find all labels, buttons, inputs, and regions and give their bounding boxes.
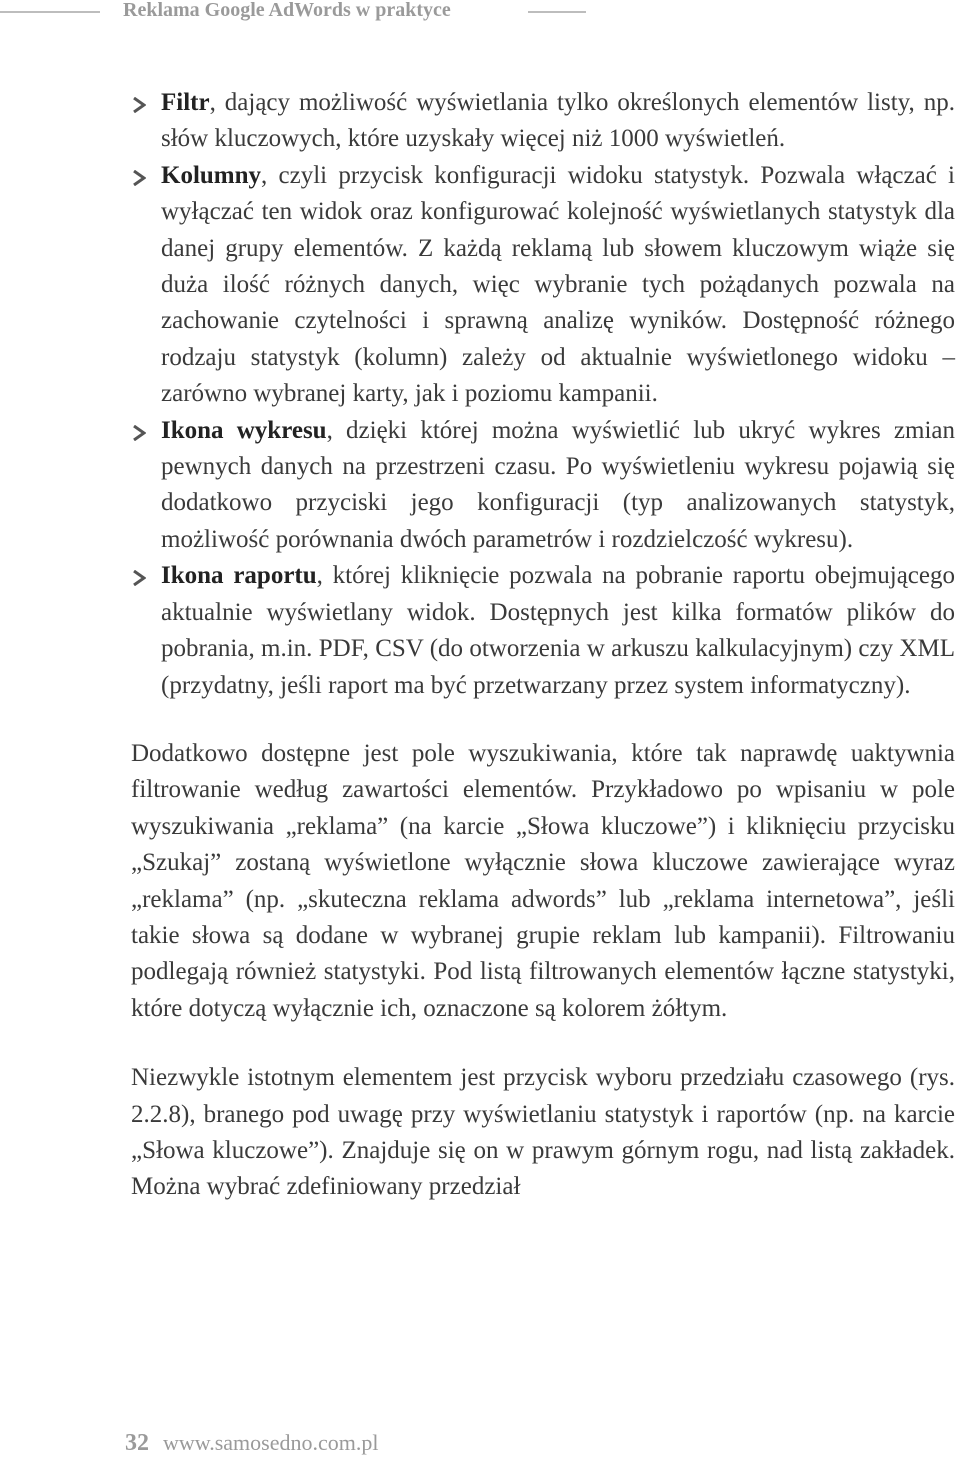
list-item-columns xyxy=(131,158,955,413)
header-rule-left xyxy=(0,11,100,13)
bullet-text: , czyli przycisk konfiguracji widoku statystyk. Pozwala włączać i wyłączać ten widok oraz konfigurować kolejność wyświetlanych statystyk dla danej grupy elementów. Z każdą reklamą lub słowem kluczowym wiąże się duża ilość różnych danych, więc wybranie tych pożądanych pozwala na zachowanie czytelności i sprawną analizę wyników. Dostępność różnego rodzaju statystyk (kolumn) zależy od aktualnie wyświetlonego widoku – zarówno wybranej karty, jak i poziomu kampanii. xyxy=(161,161,955,408)
page-number: 32 xyxy=(125,1430,149,1456)
running-header xyxy=(0,0,960,24)
bullet-term: Filtr xyxy=(161,89,210,116)
bullet-term: Ikona wykresu xyxy=(161,416,327,444)
body-text xyxy=(131,85,955,1206)
bullet-text: , dzięki której można wyświetlić lub ukryć wykres zmian pewnych danych na przestrzeni czasu. Po wyświetleniu wykresu pojawią się dodatkowo przyciski jego konfiguracji (typ analizowanych statystyk, możliwość porównania dwóch parametrów i rozdzielczość wykresu). xyxy=(161,416,955,553)
chevron-right-icon xyxy=(132,570,146,586)
list-item-report-icon xyxy=(131,558,955,704)
chevron-right-icon xyxy=(132,170,146,186)
toolbar-features-list xyxy=(131,85,955,704)
chevron-right-icon xyxy=(132,97,146,113)
bullet-text: , której kliknięcie pozwala na pobranie raportu obejmującego aktualnie wyświetlany widok. Dostępnych jest kilka formatów plików do pobrania, m.in. PDF, CSV (do otworzenia w arkuszu kalkulacyjnym) czy XML (przydatny, jeśli raport ma być przetwarzany przez system informatyczny). xyxy=(161,562,955,699)
footer-website: www.samosedno.com.pl xyxy=(163,1430,379,1455)
paragraph-date-range: Niezwykle istotnym elementem jest przycisk wyboru przedziału czasowego (rys. 2.2.8), branego pod uwagę przy wyświetlaniu statystyk i raportów (np. na karcie „Słowa kluczowe”). Znajduje się on w prawym górnym rogu, nad listą zakładek. Można wybrać zdefiniowany przedział xyxy=(131,1064,955,1201)
paragraph-search-field: Dodatkowo dostępne jest pole wyszukiwania, które tak naprawdę uaktywnia filtrowanie według zawartości elementów. Przykładowo po wpisaniu w pole wyszukiwania „reklama” (na karcie „Słowa kluczowe”) i kliknięciu przycisku „Szukaj” zostaną wyświetlone wyłącznie słowa kluczowe zawierające wyraz „reklama” (np. „skuteczna reklama adwords” lub „reklama internetowa”, jeśli takie słowa są dodane w wybranej grupie reklam lub kampanii). Filtrowaniu podlegają również statystyki. Pod listą filtrowanych elementów łączne statystyki, które dotyczą wyłącznie ich, oznaczone są kolorem żółtym. xyxy=(131,739,955,1022)
chevron-right-icon xyxy=(132,425,146,441)
header-rule-right xyxy=(528,11,586,13)
bullet-term: Kolumny xyxy=(161,161,262,189)
list-item-filter xyxy=(131,85,955,158)
running-header-title: Reklama Google AdWords w praktyce xyxy=(123,0,451,21)
bullet-term: Ikona raportu xyxy=(161,562,317,590)
list-item-chart-icon xyxy=(131,413,955,559)
page-footer xyxy=(125,1430,525,1462)
bullet-text: , dający możliwość wyświetlania tylko określonych elementów listy, np. słów kluczowych, które uzyskały więcej niż 1000 wyświetleń. xyxy=(161,89,955,153)
